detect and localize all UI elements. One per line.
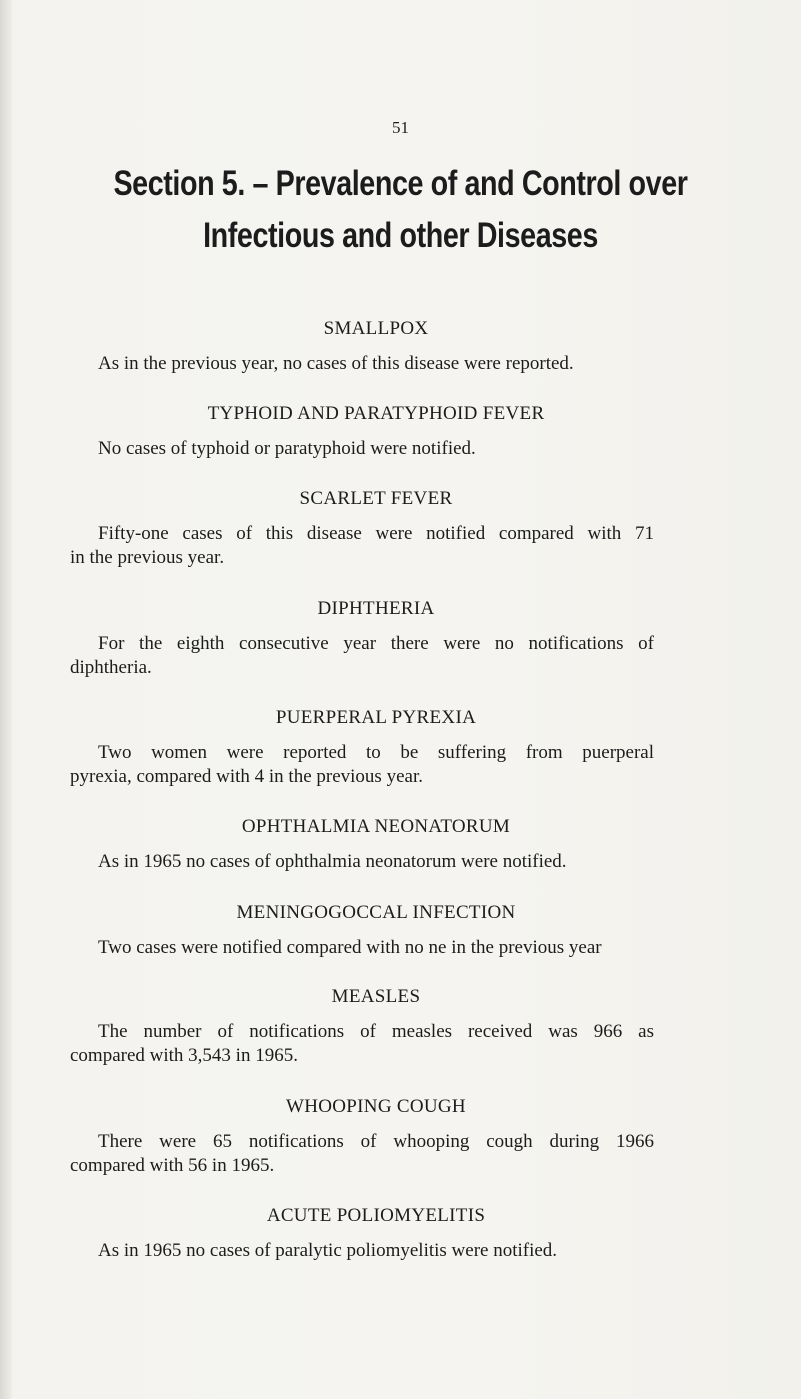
page-number: 51	[392, 118, 409, 137]
section-meningococcal-infection	[98, 902, 654, 960]
section-title-line-2: Infectious and other Diseases	[203, 216, 598, 255]
section-heading: SCARLET FEVER	[299, 488, 453, 509]
section-whooping-cough	[70, 1096, 654, 1178]
section-heading: TYPHOID AND PARATYPHOID FEVER	[207, 403, 545, 424]
section-heading: DIPHTHERIA	[317, 598, 435, 619]
section-body-line-1: There were 65 notifications of whooping cough during 1966	[98, 1131, 654, 1152]
section-title-line-1: Section 5. – Prevalence of and Control over	[113, 164, 688, 203]
section-body-line-2: compared with 3,543 in 1965.	[70, 1045, 298, 1066]
section-scarlet-fever	[70, 488, 654, 570]
section-measles	[70, 986, 654, 1068]
section-smallpox	[98, 318, 654, 376]
section-body-line-2: compared with 56 in 1965.	[70, 1155, 275, 1176]
section-title	[72, 158, 729, 262]
section-body-line-1: Fifty-one cases of this disease were notified compared with 71	[98, 523, 654, 544]
section-body: As in 1965 no cases of ophthalmia neonatorum were notified.	[98, 851, 567, 872]
section-acute-poliomyelitis	[98, 1205, 654, 1263]
section-heading: MENINGOGOCCAL INFECTION	[236, 902, 516, 923]
section-heading: ACUTE POLIOMYELITIS	[266, 1205, 486, 1226]
section-ophthalmia-neonatorum	[98, 816, 654, 874]
section-diphtheria	[70, 598, 654, 680]
section-body-line-1: For the eighth consecutive year there were no notifications of	[98, 633, 654, 654]
section-body-line-2: pyrexia, compared with 4 in the previous year.	[70, 766, 423, 787]
section-body: No cases of typhoid or paratyphoid were notified.	[98, 438, 476, 459]
section-body-line-2: diphtheria.	[70, 657, 152, 678]
section-body: Two cases were notified compared with no ne in the previous year	[98, 937, 602, 958]
section-heading: SMALLPOX	[323, 318, 429, 339]
section-body-line-1: Two women were reported to be suffering from puerperal	[98, 742, 654, 763]
section-body: As in the previous year, no cases of this disease were reported.	[98, 353, 574, 374]
section-heading: OPHTHALMIA NEONATORUM	[241, 816, 511, 837]
section-heading: WHOOPING COUGH	[286, 1096, 466, 1117]
section-puerperal-pyrexia	[70, 707, 654, 789]
section-heading: MEASLES	[331, 986, 421, 1007]
section-typhoid	[98, 403, 654, 461]
section-heading: PUERPERAL PYREXIA	[275, 707, 477, 728]
page-binding-edge	[0, 0, 12, 1399]
section-body-line-1: The number of notifications of measles received was 966 as	[98, 1021, 654, 1042]
section-body-line-2: in the previous year.	[70, 547, 225, 568]
section-body: As in 1965 no cases of paralytic poliomyelitis were notified.	[98, 1240, 558, 1261]
